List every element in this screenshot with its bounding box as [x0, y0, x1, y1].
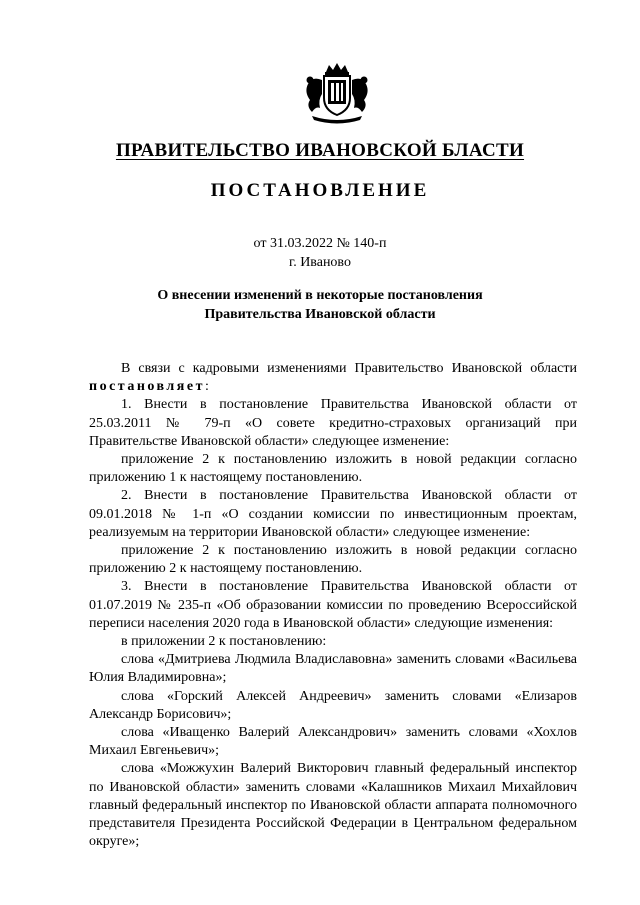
organization-title: ПРАВИТЕЛЬСТВО ИВАНОВСКОЙ БЛАСТИ: [115, 140, 525, 161]
intro-paragraph: [89, 360, 577, 396]
paragraph-replace-1: слова «Дмитриева Людмила Владиславовна» заменить словами «Васильева Юлия Владимировна»;: [89, 652, 577, 686]
paragraph-appendix: в приложении 2 к постановлению:: [121, 634, 327, 650]
document-type: ПОСТАНОВЛЕНИЕ: [210, 180, 430, 201]
intro-colon: :: [204, 379, 209, 395]
paragraph-amendment-2: приложение 2 к постановлению изложить в новой редакции согласно приложению 2 к настоящему постановлению.: [89, 543, 577, 577]
date-number: от 31.03.2022 № 140-п: [253, 236, 387, 251]
document-subject: [0, 286, 640, 324]
subject-line-1: О внесении изменений в некоторые постановления: [157, 288, 483, 303]
paragraph-replace-4: слова «Можжухин Валерий Викторович главный федеральный инспектор по Ивановской области» заменить словами «Калашников Михаил Михайлович главный федеральный инспектор по Ивановской области аппарата полномочного представителя Президента Российской Федерации в Центральном федеральном округе»;: [89, 761, 577, 850]
paragraph-replace-3: слова «Иващенко Валерий Александрович» заменить словами «Хохлов Михаил Евгеньевич»;: [89, 725, 577, 759]
city: г. Иваново: [289, 255, 351, 270]
coat-of-arms-icon: [298, 62, 376, 124]
document-meta: [0, 234, 640, 272]
paragraph-item-3: 3. Внести в постановление Правительства Ивановской области от 01.07.2019 № 235-п «Об образовании комиссии по проведению Всероссийской переписи населения 2020 года в Ивановской области» следующие изменения:: [89, 579, 577, 631]
paragraph-amendment-1: приложение 2 к постановлению изложить в новой редакции согласно приложению 1 к настоящему постановлению.: [89, 452, 577, 486]
decree-word: постановляет: [89, 379, 205, 395]
document-body: [89, 360, 577, 851]
paragraph-item-1: 1. Внести в постановление Правительства Ивановской области от 25.03.2011 № 79-п «О совете кредитно-страховых организаций при Правительстве Ивановской области» следующее изменение:: [89, 397, 577, 449]
paragraph-replace-2: слова «Горский Алексей Андреевич» заменить словами «Елизаров Александр Борисович»;: [89, 688, 577, 722]
subject-line-2: Правительства Ивановской области: [204, 307, 436, 322]
intro-text: В связи с кадровыми изменениями Правительство Ивановской области: [121, 361, 577, 376]
paragraph-item-2: 2. Внести в постановление Правительства Ивановской области от 09.01.2018 № 1-п «О создании комиссии по инвестиционным проектам, реализуемым на территории Ивановской области» следующее изменение:: [89, 488, 577, 540]
